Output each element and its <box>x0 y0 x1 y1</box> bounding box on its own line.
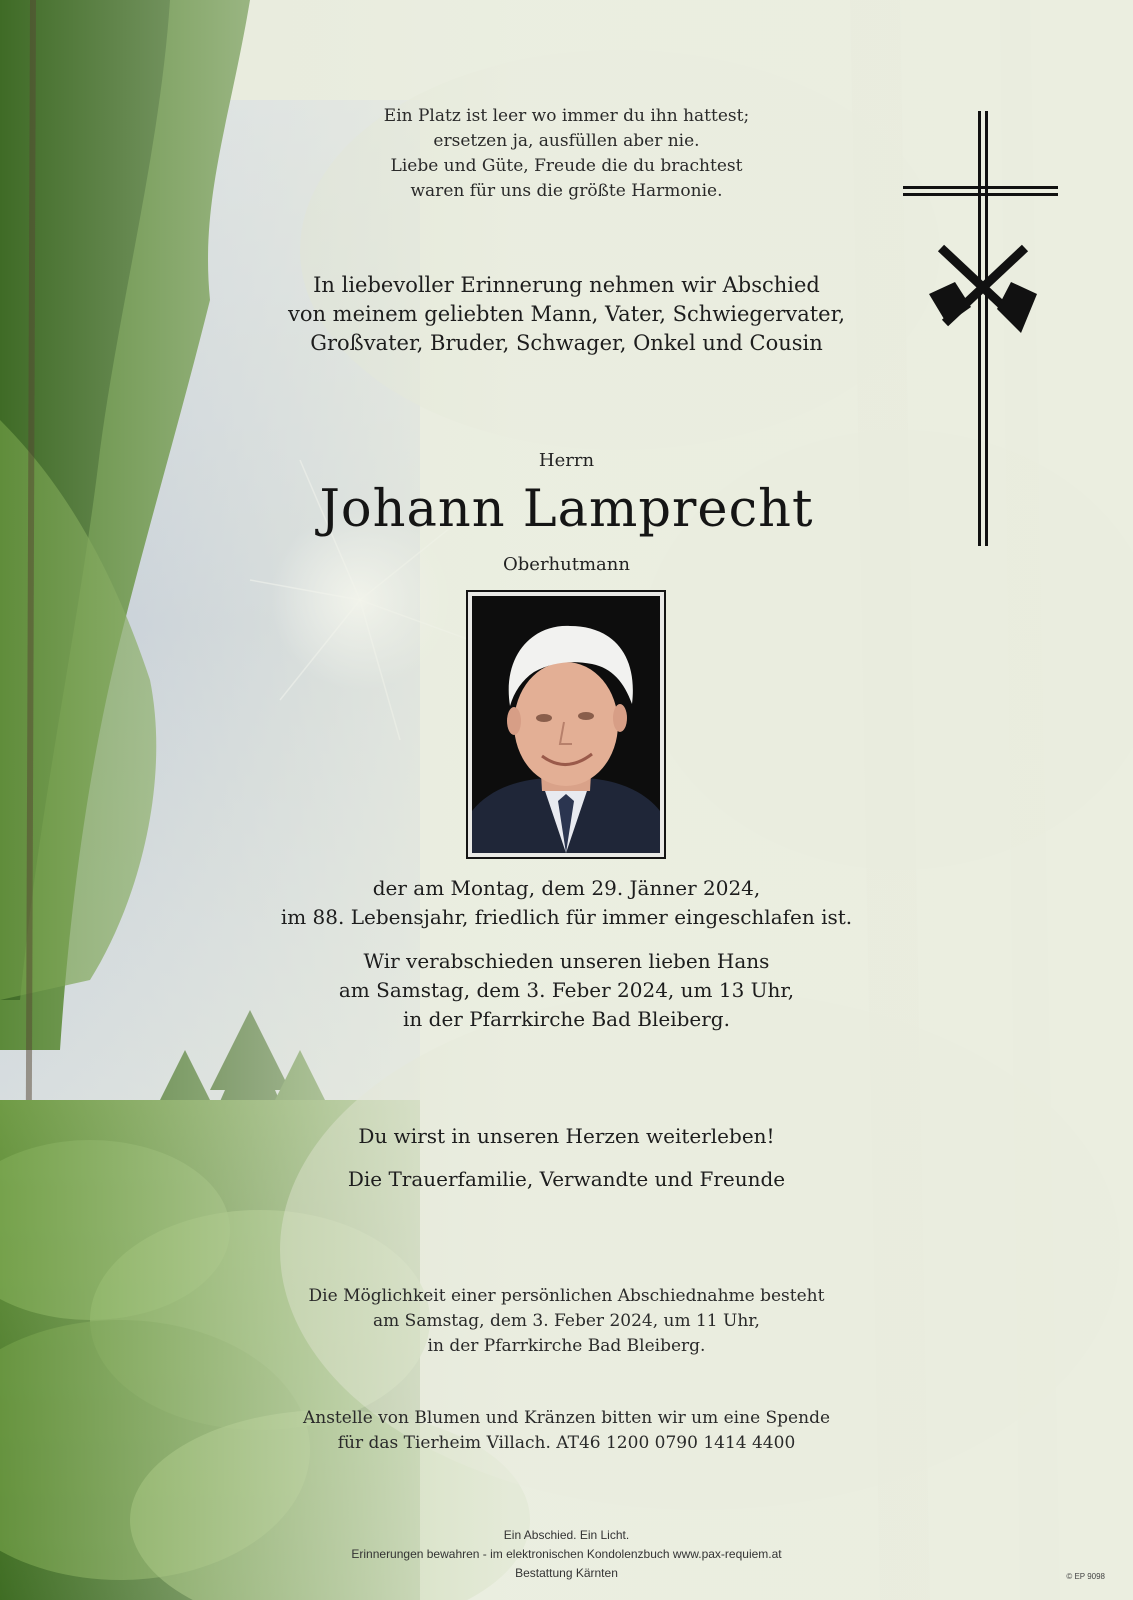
deceased-title: Oberhutmann <box>503 554 630 575</box>
portrait-frame <box>466 590 666 859</box>
footer <box>0 1526 1133 1583</box>
funeral-details <box>0 947 1133 1034</box>
funeral-line: Wir verabschieden unseren lieben Hans <box>363 949 770 973</box>
donation-line: Anstelle von Blumen und Kränzen bitten wir um eine Spende <box>302 1408 831 1428</box>
viewing-line: in der Pfarrkirche Bad Bleiberg. <box>427 1336 706 1356</box>
footer-line: Bestattung Kärnten <box>515 1566 618 1580</box>
salutation: Herrn <box>538 450 595 471</box>
funeral-line: am Samstag, dem 3. Feber 2024, um 13 Uhr, <box>338 978 795 1002</box>
intro-line: In liebevoller Erinnerung nehmen wir Abschied <box>313 273 820 297</box>
intro-line: von meinem geliebten Mann, Vater, Schwiegervater, <box>287 302 846 326</box>
family-signature: Die Trauerfamilie, Verwandte und Freunde <box>347 1167 786 1191</box>
death-notice <box>0 874 1133 932</box>
death-notice-line: der am Montag, dem 29. Jänner 2024, <box>372 876 761 900</box>
donation-request <box>0 1406 1133 1456</box>
poem-line: ersetzen ja, ausfüllen aber nie. <box>433 131 700 151</box>
closing-line: Du wirst in unseren Herzen weiterleben! <box>358 1124 775 1148</box>
portrait-photo <box>472 596 660 853</box>
viewing-details <box>0 1284 1133 1359</box>
viewing-line: Die Möglichkeit einer persönlichen Abschiednahme besteht <box>308 1286 825 1306</box>
death-notice-line: im 88. Lebensjahr, friedlich für immer eingeschlafen ist. <box>280 905 853 929</box>
poem-line: waren für uns die größte Harmonie. <box>410 181 723 201</box>
poem-line: Ein Platz ist leer wo immer du ihn hattest; <box>383 106 750 126</box>
footer-line: Erinnerungen bewahren - im elektronischen Kondolenzbuch www.pax-requiem.at <box>351 1547 782 1561</box>
footer-line: Ein Abschied. Ein Licht. <box>503 1528 630 1542</box>
intro-line: Großvater, Bruder, Schwager, Onkel und Cousin <box>310 331 823 355</box>
document-code: © EP 9098 <box>1066 1572 1105 1581</box>
deceased-name: Johann Lamprecht <box>319 480 814 539</box>
funeral-line: in der Pfarrkirche Bad Bleiberg. <box>403 1007 730 1031</box>
hammer-and-pick-icon <box>929 248 1037 333</box>
poem-line: Liebe und Güte, Freude die du brachtest <box>390 156 743 176</box>
viewing-line: am Samstag, dem 3. Feber 2024, um 11 Uhr, <box>373 1311 760 1331</box>
donation-line: für das Tierheim Villach. AT46 1200 0790 1414 4400 <box>337 1433 796 1453</box>
